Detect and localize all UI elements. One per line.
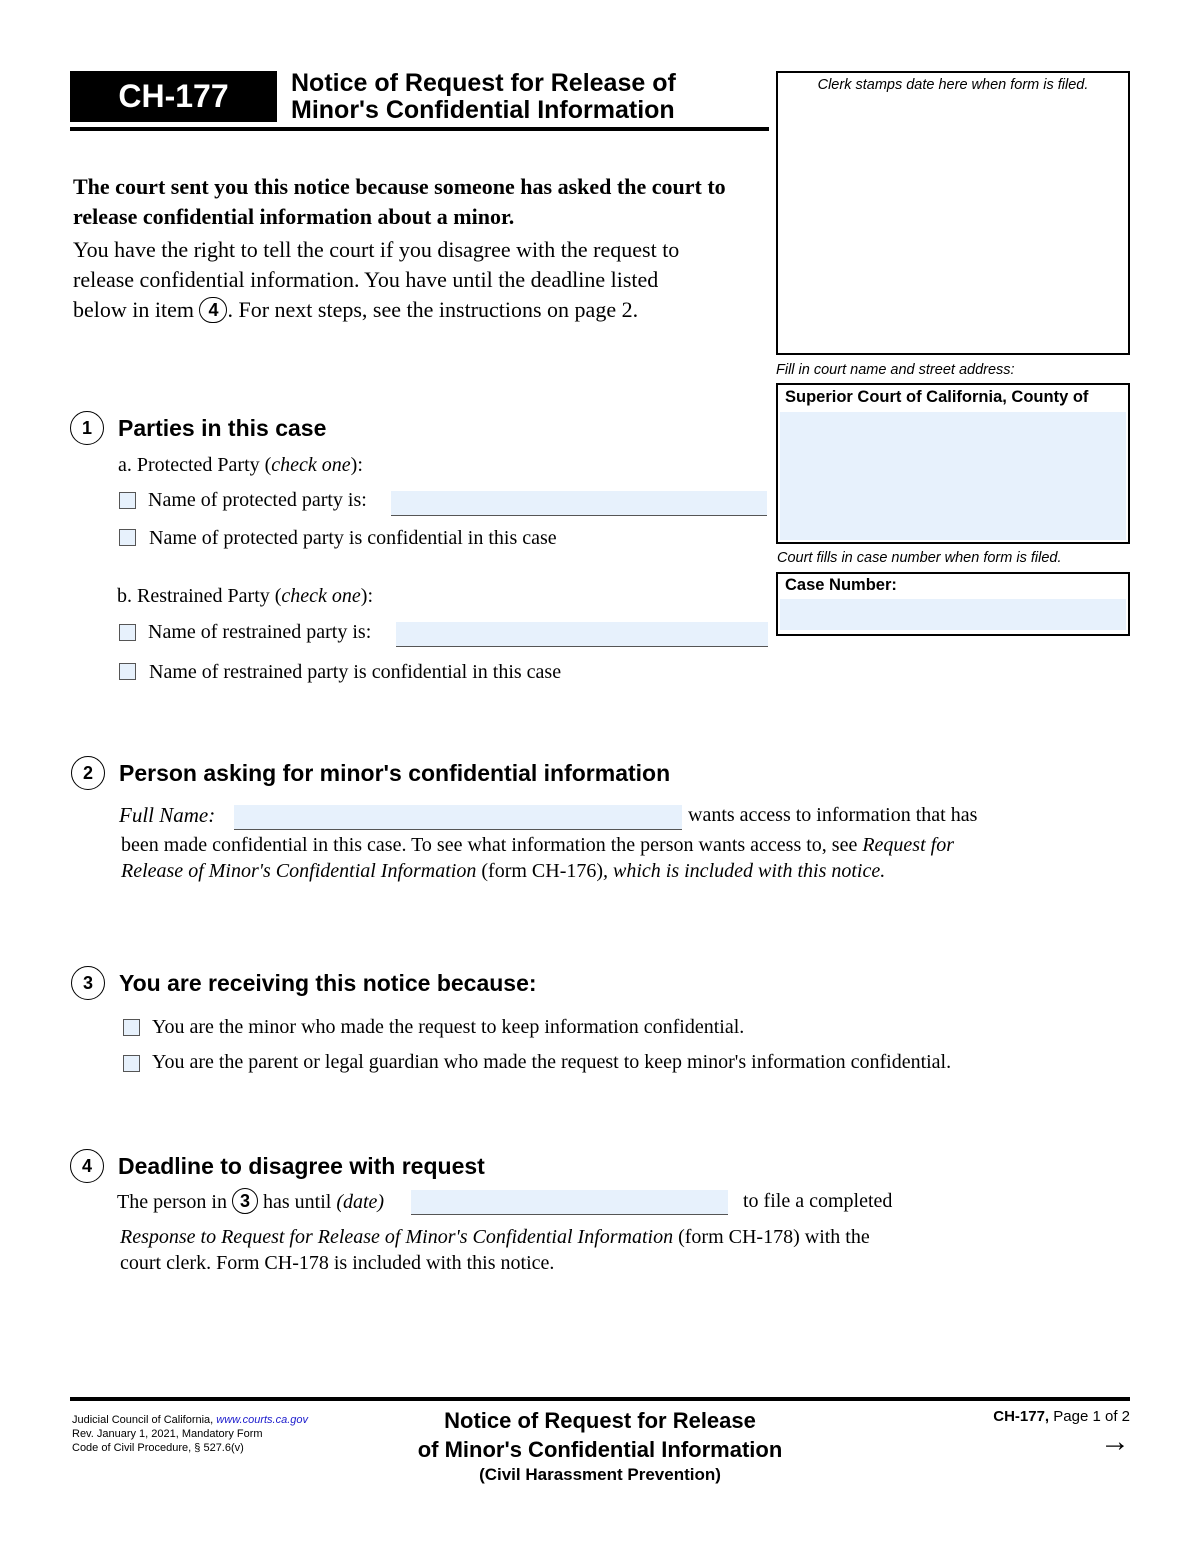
intro-text xyxy=(73,235,763,325)
deadline-date-label: (date) xyxy=(336,1191,385,1213)
footer-revision: Rev. January 1, 2021, Mandatory Form xyxy=(72,1428,263,1440)
intro-line1: You have the right to tell the court if you disagree with the request to xyxy=(73,237,680,262)
case-number-heading: Case Number: xyxy=(785,576,897,594)
footer-subtitle: (Civil Harassment Prevention) xyxy=(479,1465,721,1484)
restrained-label-italic: check one xyxy=(281,585,361,607)
clerk-stamp-box xyxy=(776,71,1130,355)
protected-name-field[interactable] xyxy=(391,491,767,516)
footer-page-info xyxy=(940,1408,1130,1457)
minor-requester-checkbox[interactable] xyxy=(123,1019,140,1036)
footer-page-line xyxy=(940,1408,1130,1425)
restrained-confidential-option: Name of restrained party is confidential in this case xyxy=(149,661,562,683)
section-3-title: You are receiving this notice because: xyxy=(119,970,537,996)
footer-code: Code of Civil Procedure, § 527.6(v) xyxy=(72,1442,244,1454)
form-title-line2: Minor's Confidential Information xyxy=(291,96,675,124)
form-id-badge: CH-177 xyxy=(70,71,277,122)
section-4-title: Deadline to disagree with request xyxy=(118,1153,485,1179)
footer-rule xyxy=(70,1397,1130,1401)
section-4-number: 4 xyxy=(70,1149,104,1183)
protected-confidential-option: Name of protected party is confidential in this case xyxy=(149,527,557,549)
footer-title-line2: of Minor's Confidential Information xyxy=(417,1437,783,1462)
deadline-has-until: has until xyxy=(262,1191,332,1213)
protected-name-option: Name of protected party is: xyxy=(148,489,367,511)
form-title xyxy=(291,70,676,124)
deadline-line2-suffix: (form CH-178) with the xyxy=(673,1226,870,1248)
deadline-date-field[interactable] xyxy=(411,1190,728,1215)
full-name-label: Full Name: xyxy=(119,803,216,827)
next-page-arrow-icon[interactable]: → xyxy=(1100,1425,1130,1458)
section-2-line2 xyxy=(121,832,954,858)
deadline-suffix: to file a completed xyxy=(743,1190,893,1212)
deadline-line2 xyxy=(120,1224,870,1250)
section-1-title: Parties in this case xyxy=(118,415,327,441)
case-number-field[interactable] xyxy=(780,599,1126,630)
deadline-line2-italic: Response to Request for Release of Minor's Confidential Information xyxy=(120,1226,674,1248)
footer-form-id: CH-177, xyxy=(993,1408,1050,1425)
protected-party-label xyxy=(118,452,363,478)
full-name-field[interactable] xyxy=(234,805,682,830)
protected-confidential-checkbox[interactable] xyxy=(119,529,136,546)
section-2-number: 2 xyxy=(71,756,105,790)
case-number-instruction: Court fills in case number when form is filed. xyxy=(777,550,1062,566)
section-2-line3-form: (form CH-176) xyxy=(476,860,604,882)
intro-bold-text: The court sent you this notice because someone has asked the court to release confidential information about a minor. xyxy=(73,174,726,229)
footer-title xyxy=(370,1406,830,1486)
restrained-confidential-checkbox[interactable] xyxy=(119,663,136,680)
court-instruction: Fill in court name and street address: xyxy=(776,362,1015,378)
section-2-line2-italic: Request for xyxy=(862,834,954,856)
intro-line3-prefix: below in item xyxy=(73,297,194,322)
footer-council: Judicial Council of California, xyxy=(72,1414,214,1426)
section-2-line2-prefix: been made confidential in this case. To see what information the person wants access to, see xyxy=(121,834,863,856)
restrained-party-label xyxy=(117,583,373,609)
court-heading: Superior Court of California, County of xyxy=(785,388,1089,406)
section-2-title: Person asking for minor's confidential information xyxy=(119,760,671,786)
restrained-name-option: Name of restrained party is: xyxy=(148,621,372,643)
item-ref-circle-3: 3 xyxy=(232,1188,258,1214)
intro-line3 xyxy=(73,295,763,325)
footer-council-line xyxy=(72,1413,308,1427)
case-number-box xyxy=(776,572,1130,636)
deadline-prefix: The person in xyxy=(117,1191,227,1213)
restrained-label-suffix: ): xyxy=(360,585,374,607)
restrained-label-prefix: b. Restrained Party ( xyxy=(117,585,282,607)
header-rule xyxy=(70,127,769,131)
intro-line2: release confidential information. You have until the deadline listed xyxy=(73,267,659,292)
protected-name-checkbox[interactable] xyxy=(119,492,136,509)
section-2-line3-italic: Release of Minor's Confidential Information xyxy=(121,860,477,882)
item-ref-circle: 4 xyxy=(199,297,227,323)
clerk-stamp-label: Clerk stamps date here when form is filed. xyxy=(817,77,1089,93)
footer-title-line1: Notice of Request for Release xyxy=(444,1408,756,1433)
full-name-after-text: wants access to information that has xyxy=(688,804,978,826)
restrained-name-field[interactable] xyxy=(396,622,768,647)
section-2-line3 xyxy=(121,858,885,884)
section-1-number: 1 xyxy=(70,411,104,445)
protected-label-italic: check one xyxy=(271,454,351,476)
section-3-number: 3 xyxy=(71,966,105,1000)
section-2-line3-suffix: , which is included with this notice. xyxy=(603,860,886,882)
protected-label-prefix: a. Protected Party ( xyxy=(118,454,272,476)
form-title-line1: Notice of Request for Release of xyxy=(291,69,676,97)
intro-line3-suffix: . For next steps, see the instructions on page 2. xyxy=(227,297,639,322)
footer-page-label: Page 1 of 2 xyxy=(1053,1408,1130,1425)
deadline-line1 xyxy=(117,1188,384,1215)
restrained-name-checkbox[interactable] xyxy=(119,624,136,641)
guardian-requester-checkbox[interactable] xyxy=(123,1055,140,1072)
guardian-requester-option: You are the parent or legal guardian who made the request to keep minor's information confidential. xyxy=(152,1051,952,1073)
footer-website-link[interactable]: www.courts.ca.gov xyxy=(216,1414,308,1426)
minor-requester-option: You are the minor who made the request to keep information confidential. xyxy=(152,1016,745,1038)
protected-label-suffix: ): xyxy=(350,454,363,476)
deadline-line3: court clerk. Form CH-178 is included with this notice. xyxy=(120,1252,555,1274)
court-name-box xyxy=(776,383,1130,544)
court-address-field[interactable] xyxy=(780,412,1126,540)
footer-citation xyxy=(72,1413,308,1455)
